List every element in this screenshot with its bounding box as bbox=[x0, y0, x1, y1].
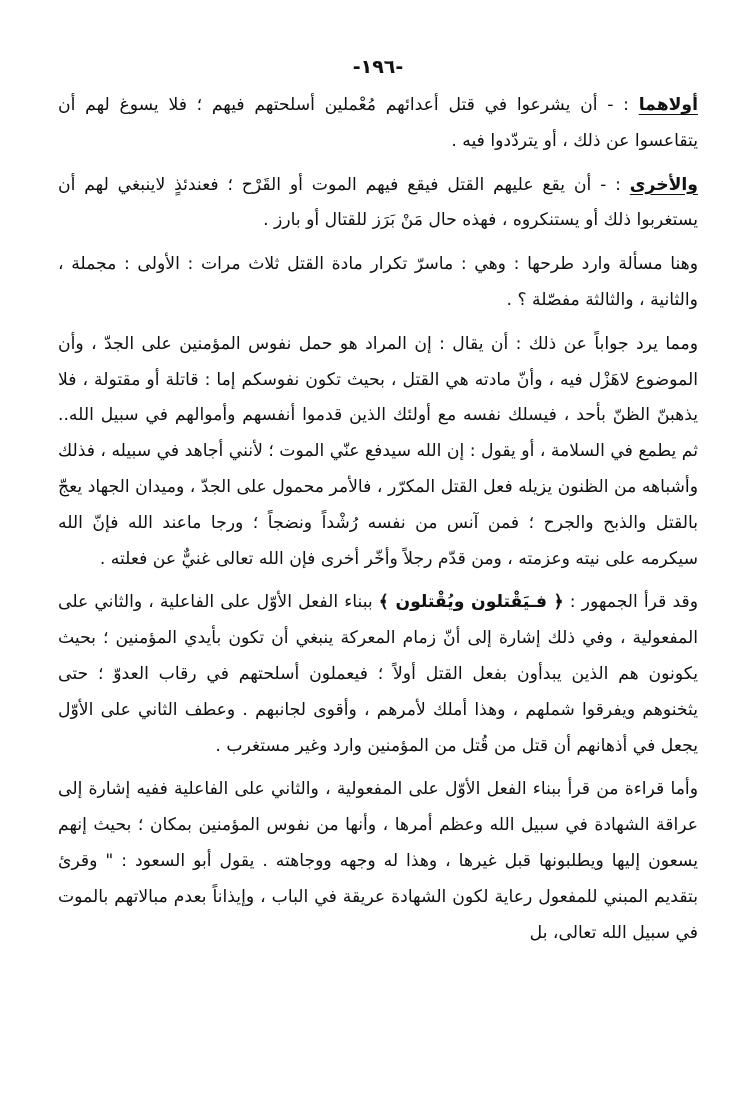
book-page bbox=[58, 56, 698, 951]
paragraph-text: وهنا مسألة وارد طرحها : وهي : ماسرّ تكرار مادة القتل ثلاث مرات : الأولى : مجملة ، والثانية ، والثالثة مفصّلة ؟ . bbox=[58, 254, 698, 310]
paragraph-text: ومما يرد جواباً عن ذلك : أن يقال : إن المراد هو حمل نفوس المؤمنين على الجدّ ، وأن الموضوع لاهَزْل فيه ، وأنّ مادته هي القتل ، بحيث تكون نفوسكم إما : قاتلة أو مقتولة ، فلا يذهبنّ الظنّ بأحد ، فيسلك نفسه مع أولئك الذين قدموا أنفسهم وأموالهم في سبيل الله.. ثم يطمع في السلامة ، أو يقول : إن الله سيدفع عنّي الموت ؛ لأنني أجاهد في سبيله ، فذلك وأشباهه من الظنون يزيله فعل القتل المكرّر ، فالأمر محمول على الجدّ ، وميدان الجهاد يعجّ بالقتل والذبح والجرح ؛ فمن آنس من نفسه رُشْداً ونضجاً ؛ ورجا ماعند الله فإنّ الله سيكرمه على نيته وعزمته ، ومن قدّم رجلاً وأخّر أخرى فإن الله تعالى غنيٌّ عن فعلته . bbox=[58, 333, 698, 569]
paragraph-first bbox=[58, 88, 698, 160]
paragraph-question bbox=[58, 247, 698, 319]
paragraph-lead-second: والأخرى bbox=[629, 174, 698, 195]
paragraph-majority-reading bbox=[58, 585, 698, 764]
paragraph-text: وأما قراءة من قرأ ببناء الفعل الأوّل على المفعولية ، والثاني على الفاعلية ففيه إشارة إلى عراقة الشهادة في سبيل الله وعظم أمرها ، وأنها من نفوس المؤمنين بمكان ؛ بحيث إنهم يسعون إليها ويطلبونها قبل غيرها ، وهذا له وجهه ووجاهته . يقول أبو السعود : " وقرئ بتقديم المبني للمفعول رعاية لكون الشهادة عريقة في الباب ، وإيذاناً بعدم مبالاتهم بالموت في سبيل الله تعالى، بل bbox=[58, 779, 698, 943]
paragraph-second bbox=[58, 168, 698, 240]
paragraph-text: وقد قرأ الجمهور : bbox=[563, 592, 698, 613]
paragraph-alternate-reading bbox=[58, 772, 698, 951]
paragraph-text: : - أن يقع عليهم القتل فيقع فيهم الموت أو القَرْح ؛ فعندئذٍ لاينبغي لهم أن يستغربوا ذلك أو يستنكروه ، فهذه حال مَنْ بَرَز للقتال أو بارز . bbox=[58, 174, 698, 231]
paragraph-lead-first: أولاهما bbox=[638, 95, 698, 115]
quran-quote: ﴿ فـيَقْتلون ويُقْتلون ﴾ bbox=[378, 592, 564, 613]
paragraph-text: : - أن يشرعوا في قتل أعدائهم مُعْملين أسلحتهم فيهم ؛ فلا يسوغ لهم أن يتقاعسوا عن ذلك ، أو يتردّدوا فيه . bbox=[58, 95, 698, 151]
page-number: -١٩٦- bbox=[352, 56, 404, 78]
paragraph-answer bbox=[58, 327, 698, 578]
paragraph-text: ببناء الفعل الأوّل على الفاعلية ، والثاني على المفعولية ، وفي ذلك إشارة إلى أنّ زمام المعركة ينبغي أن تكون بأيدي المؤمنين ؛ بحيث يكونون هم الذين يبدأون بفعل القتل أولاً ؛ فيعملون أسلحتهم في رقاب العدوّ ؛ حتى يثخنوهم ويفرقوا شملهم ، وهذا أملك لأمرهم ، وأقوى لجانبهم . وعطف الثاني على الأوّل يجعل في أذهانهم أن قتل من قُتل من المؤمنين وارد وغير مستغرب . bbox=[58, 592, 698, 756]
